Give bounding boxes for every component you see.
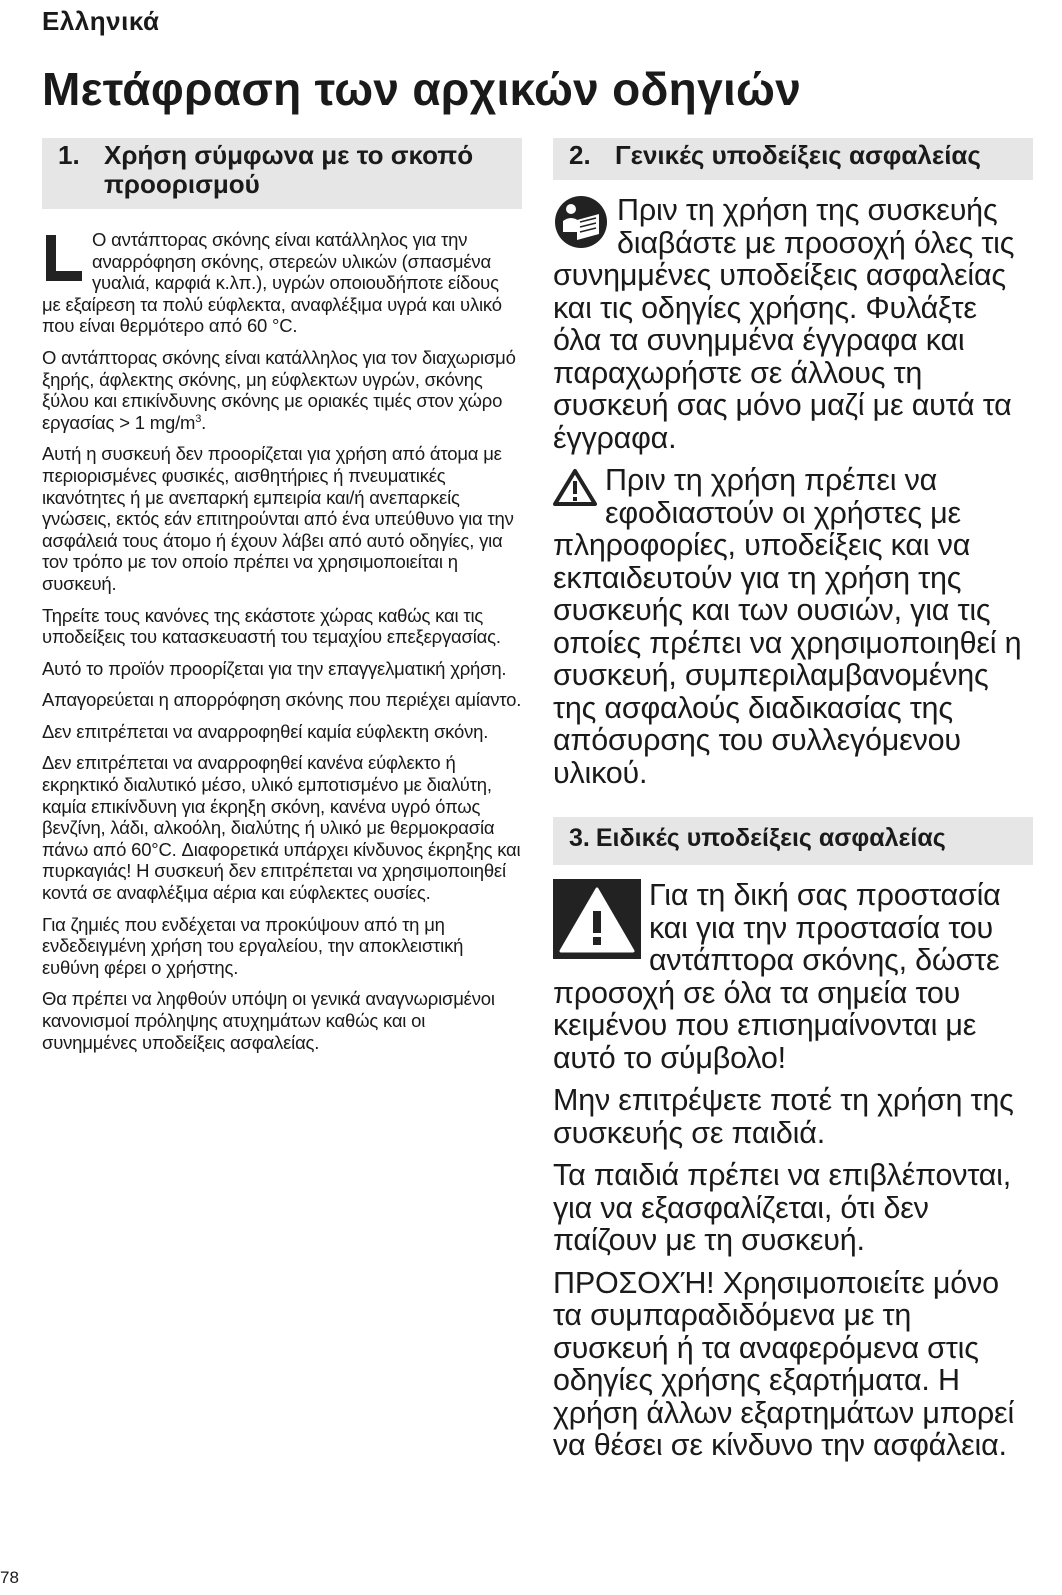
dropcap-l-icon <box>46 235 82 281</box>
section-1-paragraph: Απαγορεύεται η απορρόφηση σκόνης που περιέχει αμίαντο. <box>42 689 522 711</box>
page-number: 78 <box>0 1568 19 1587</box>
left-column <box>42 138 522 1063</box>
section-1-paragraph: Αυτή η συσκευή δεν προορίζεται για χρήση από άτομα με περιορισμένες φυσικές, αισθητήριες ή πνευματικές ικανότητες ή με ανεπαρκή εμπειρία και/ή ανεπαρκείς γνώσεις, εκτός εάν επιτηρούνται από ένα υπεύθυνο για την ασφάλειά τους άτομο ή έχουν λάβει από αυτό οδηγίες, για τον τρόπο με τον οποίο πρέπει να χρησιμοποιείται η συσκευή. <box>42 443 514 594</box>
page-title: Μετάφραση των αρχικών οδηγιών <box>42 63 802 115</box>
section-1-number: 1. <box>58 140 80 170</box>
section-2-paragraph: Πριν τη χρήση πρέπει να εφοδιαστούν οι χρήστες με πληροφορίες, υποδείξεις και να εκπαιδευτούν για τη χρήση της συσκευής και των ουσιών, για τις οποίες πρέπει να χρησιμοποιηθεί η συσκευή, συμπεριλαμβανομένης της ασφαλούς διαδικασίας της απόσυρσης του συλλεγόμενου υλικού. <box>553 463 1022 790</box>
section-1-title: Χρήση σύμφωνα με το σκοπό προορισμού <box>104 140 474 199</box>
section-3-paragraph: Τα παιδιά πρέπει να επιβλέπονται, για να εξασφαλίζεται, ότι δεν παίζουν με τη συσκευή. <box>553 1158 1012 1257</box>
section-1-paragraph: Τηρείτε τους κανόνες της εκάστοτε χώρας καθώς και τις υποδείξεις του κατασκευαστή του τεμαχίου επεξεργασίας. <box>42 604 501 648</box>
section-1-paragraph: Θα πρέπει να ληφθούν υπόψη οι γενικά αναγνωρισμένοι κανονισμοί πρόληψης ατυχημάτων καθώς και οι συνημμένες υποδείξεις ασφαλείας. <box>42 988 495 1053</box>
section-2-title: Γενικές υποδείξεις ασφαλείας <box>615 140 981 170</box>
section-1-paragraph: Ο αντάπτορας σκόνης είναι κατάλληλος για τον διαχωρισμό ξηρής, άφλεκτης σκόνης, μη εύφλεκτων υγρών, σκόνης ξύλου και επικίνδυνης σκόνης με οριακές τιμές στον χώρο εργασίας > 1 $mg/m^3$. <box>42 346 516 433</box>
section-1-paragraph: Για ζημιές που ενδέχεται να προκύψουν από τη μη ενδεδειγμένη χρήση του εργαλείου, την αποκλειστική ευθύνη φέρει ο χρήστης. <box>42 913 464 978</box>
read-manual-icon <box>553 194 609 250</box>
right-column <box>553 138 1033 1472</box>
section-3-heading <box>553 817 1033 865</box>
section-2-heading <box>553 138 1033 180</box>
section-2-number: 2. <box>569 140 591 170</box>
section-3-number: 3. <box>569 824 590 852</box>
section-1-paragraph: Ο αντάπτορας σκόνης είναι κατάλληλος για την αναρρόφηση σκόνης, στερεών υλικών (σπασμένα γυαλιά, καρφιά κ.λπ.), υγρών οποιουδήποτε είδους με εξαίρεση τα πολύ εύφλεκτα, αναφλέξιμα υγρά και υλικό που είναι θερμότερο από 60 °C. <box>42 229 502 337</box>
section-1-paragraph: Αυτό το προϊόν προορίζεται για την επαγγελματική χρήση. <box>42 657 507 679</box>
warning-small-icon <box>553 468 597 506</box>
warning-large-icon <box>553 879 641 959</box>
superscript: 3 <box>195 412 202 425</box>
section-3-title: Ειδικές υποδείξεις ασφαλείας <box>595 824 946 852</box>
language-label: Ελληνικά <box>42 6 160 36</box>
section-1-paragraph: Δεν επιτρέπεται να αναρροφηθεί καμία εύφλεκτη σκόνη. <box>42 720 489 742</box>
section-1-paragraph: Δεν επιτρέπεται να αναρροφηθεί κανένα εύφλεκτο ή εκρηκτικό διαλυτικό μέσο, υλικό εμποτισμένο με διαλύτη, καμία επικίνδυνη για έκρηξη σκόνη, κανένα υγρό όπως βενζίνη, λάδι, αλκοόλη, διαλύτης ή υλικό με θερμοκρασία πάνω από 60°C. Διαφορετικά υπάρχει κίνδυνος έκρηξης και πυρκαγιάς! Η συσκευή δεν επιτρέπεται να χρησιμοποιηθεί κοντά σε αναφλέξιμα αέρια και εύφλεκτες ουσίες. <box>42 752 521 904</box>
section-1-heading <box>42 138 522 209</box>
section-3-paragraph: Μην επιτρέψετε ποτέ τη χρήση της συσκευής σε παιδιά. <box>553 1083 1014 1150</box>
section-3-paragraph: ΠΡΟΣΟΧΉ! Χρησιμοποιείτε μόνο τα συμπαραδιδόμενα με τη συσκευή ή τα αναφερόμενα στις οδηγίες χρήσης εξαρτήματα. Η χρήση άλλων εξαρτημάτων μπορεί να θέσει σε κίνδυνο την ασφάλεια. <box>553 1265 1015 1462</box>
section-3-paragraph: Για τη δική σας προστασία και για την προστασία του αντάπτορα σκόνης, δώστε προσοχή σε όλα τα σημεία του κειμένου που επισημαίνονται με αυτό το σύμβολο! <box>553 878 1001 1075</box>
section-2-paragraph: Πριν τη χρήση της συσκευής διαβάστε με προσοχή όλες τις συνημμένες υποδείξεις ασφαλείας και τις οδηγίες χρήσης. Φυλάξτε όλα τα συνημμένα έγγραφα και παραχωρήστε σε άλλους τη συσκευή σας μόνο μαζί με αυτά τα έγγραφα. <box>553 193 1015 455</box>
